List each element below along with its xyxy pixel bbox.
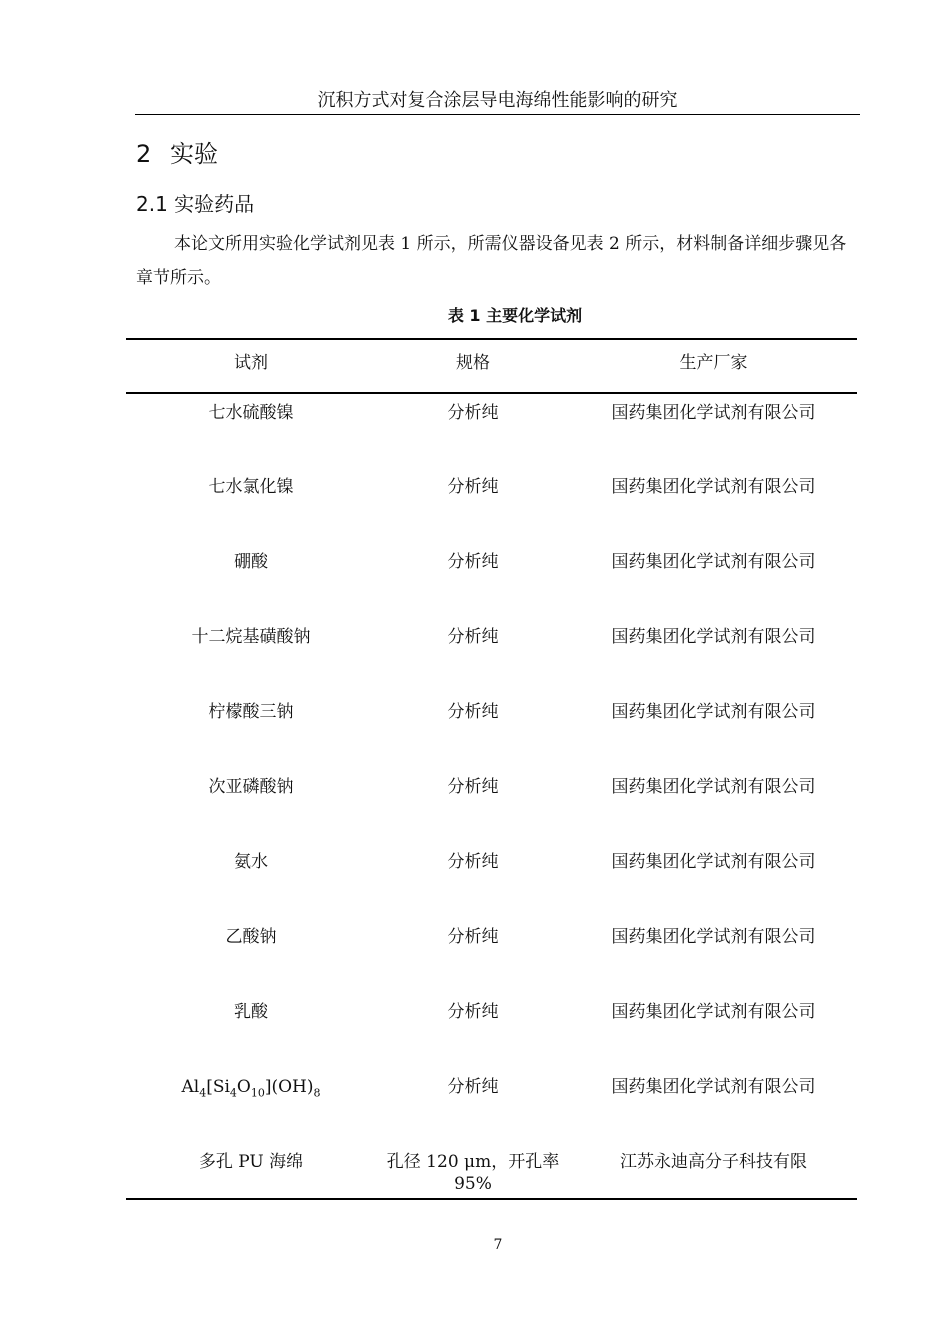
cell-spec: 分析纯 [447, 552, 499, 572]
body-paragraph: 本论文所用实验化学试剂见表 1 所示，所需仪器设备见表 2 所示，材料制备详细步骤见各章节所示。 [136, 234, 847, 288]
maker-text: 国药集团化学试剂有限公司 [611, 702, 816, 722]
cell-reagent: 硼酸 [234, 552, 268, 572]
maker-text: 江苏永迪高分子科技有限 [620, 1152, 807, 1172]
cell-reagent: 乳酸 [234, 1002, 268, 1022]
cell-maker [570, 768, 857, 843]
cell-reagent: 柠檬酸三钠 [208, 702, 294, 722]
cell-reagent: 乙酸钠 [225, 927, 277, 947]
table-row [126, 468, 857, 543]
table-header-row [126, 339, 857, 393]
cell-spec: 分析纯 [447, 702, 499, 722]
header-maker: 生产厂家 [679, 353, 748, 373]
cell-maker [570, 468, 857, 543]
cell-spec: 分析纯 [447, 852, 499, 872]
table-row [126, 393, 857, 468]
cell-reagent: 次亚磷酸钠 [208, 777, 294, 797]
maker-text: 国药集团化学试剂有限公司 [611, 403, 816, 423]
cell-maker [570, 993, 857, 1068]
page-number: 7 [493, 1237, 503, 1253]
maker-text: 国药集团化学试剂有限公司 [611, 852, 816, 872]
cell-spec: 孔径 120 μm，开孔率 95% [386, 1152, 560, 1194]
header-spec: 规格 [456, 353, 490, 373]
cell-maker [570, 1143, 857, 1199]
header-reagent: 试剂 [234, 353, 268, 373]
table-row [126, 1143, 857, 1199]
reagent-table-container [126, 338, 851, 1200]
cell-reagent: 十二烷基磺酸钠 [191, 627, 311, 647]
cell-spec: 分析纯 [447, 627, 499, 647]
maker-text: 国药集团化学试剂有限公司 [611, 627, 816, 647]
reagent-table [126, 338, 857, 1200]
cell-maker [570, 918, 857, 993]
table-row [126, 768, 857, 843]
cell-spec: 分析纯 [447, 1077, 499, 1097]
cell-spec: 分析纯 [447, 477, 499, 497]
cell-reagent-formula [126, 1068, 376, 1143]
maker-text: 国药集团化学试剂有限公司 [611, 777, 816, 797]
cell-spec: 分析纯 [447, 403, 499, 423]
cell-maker [570, 618, 857, 693]
table-row [126, 843, 857, 918]
running-header: 沉积方式对复合涂层导电海绵性能影响的研究 [135, 88, 860, 115]
table-row [126, 618, 857, 693]
cell-reagent: 七水氯化镍 [208, 477, 294, 497]
cell-maker [570, 543, 857, 618]
section-title [136, 138, 218, 170]
cell-maker [570, 843, 857, 918]
table-row [126, 543, 857, 618]
cell-spec: 分析纯 [447, 1002, 499, 1022]
cell-reagent: 七水硫酸镍 [208, 403, 294, 423]
table-row [126, 993, 857, 1068]
maker-text: 国药集团化学试剂有限公司 [611, 927, 816, 947]
cell-maker [570, 1068, 857, 1143]
maker-text: 国药集团化学试剂有限公司 [611, 1077, 816, 1097]
cell-reagent: 多孔 PU 海绵 [198, 1152, 304, 1172]
table-row [126, 693, 857, 768]
table-row [126, 918, 857, 993]
cell-maker [570, 393, 857, 468]
maker-text: 国药集团化学试剂有限公司 [611, 552, 816, 572]
cell-maker [570, 693, 857, 768]
table-caption: 表 1 主要化学试剂 [447, 306, 583, 325]
section-number: 2 [136, 140, 152, 168]
section-title-text: 实验 [170, 140, 218, 168]
cell-reagent: 氨水 [234, 852, 268, 872]
maker-text: 国药集团化学试剂有限公司 [611, 1002, 816, 1022]
cell-spec: 分析纯 [447, 927, 499, 947]
subsection-title: 2.1 实验药品 [136, 192, 255, 216]
maker-text: 国药集团化学试剂有限公司 [611, 477, 816, 497]
table-row [126, 1068, 857, 1143]
cell-spec: 分析纯 [447, 777, 499, 797]
formula-text: $Al_4[Si_4O_{10}](OH)_8$ [181, 1077, 321, 1100]
